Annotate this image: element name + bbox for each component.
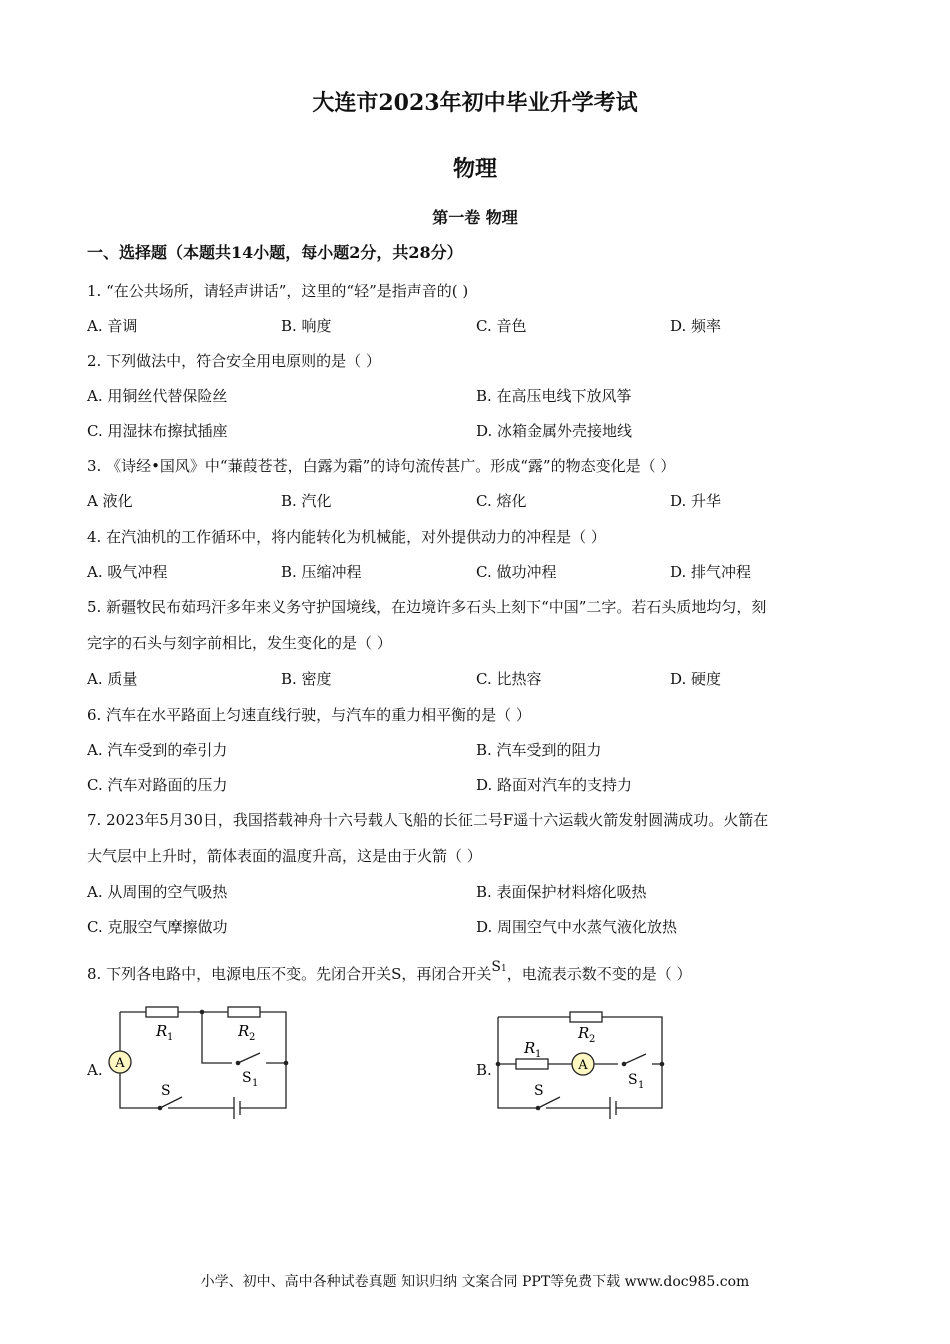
q5-option-b: B. 密度 [281, 670, 332, 688]
resistor-r2-b [570, 1012, 602, 1022]
s1-sub-b: 1 [638, 1080, 645, 1091]
r1-sub-b: 1 [535, 1049, 542, 1060]
question-4-stem: 4. 在汽油机的工作循环中，将内能转化为机械能，对外提供动力的冲程是（ ） [87, 528, 606, 546]
q2-option-a: A. 用铜丝代替保险丝 [87, 387, 228, 405]
q5-option-c: C. 比热容 [476, 670, 542, 688]
q2-option-c: C. 用湿抹布擦拭插座 [87, 422, 228, 440]
q7-option-d: D. 周围空气中水蒸气液化放热 [476, 918, 678, 936]
s1-label-a: S [242, 1070, 252, 1086]
q7-option-b: B. 表面保护材料熔化吸热 [476, 883, 647, 901]
q4-option-b: B. 压缩冲程 [281, 563, 362, 581]
q2-option-b: B. 在高压电线下放风筝 [476, 387, 632, 405]
q3-option-a: A 液化 [87, 492, 133, 510]
question-7-stem-cont: 大气层中上升时，箭体表面的温度升高，这是由于火箭（ ） [87, 847, 482, 865]
q6-option-d: D. 路面对汽车的支持力 [476, 776, 633, 794]
ammeter-b-label: A [578, 1058, 588, 1073]
q5-option-d: D. 硬度 [670, 670, 722, 688]
question-6-stem: 6. 汽车在水平路面上匀速直线行驶，与汽车的重力相平衡的是（ ） [87, 706, 531, 724]
s1-label-b: S [628, 1072, 638, 1088]
volume-heading: 第一卷 物理 [432, 208, 518, 227]
section-heading: 一、选择题（本题共14小题，每小题2分，共28分） [87, 243, 463, 262]
q1-option-d: D. 频率 [670, 317, 722, 335]
q8-option-a-label: A. [87, 1061, 103, 1079]
question-8-stem: 8. 下列各电路中，电源电压不变。先闭合开关S，再闭合开关S1，电流表示数不变的是（ ） [87, 959, 692, 983]
question-7-stem: 7. 2023年5月30日，我国搭载神舟十六号载人飞船的长征二号F遥十六运载火箭发射圆满成功。火箭在 [87, 811, 769, 829]
q7-option-a: A. 从周围的空气吸热 [87, 883, 228, 901]
q4-option-c: C. 做功冲程 [476, 563, 557, 581]
ammeter-a-label: A [115, 1056, 125, 1071]
r2-label-a: R [238, 1022, 250, 1040]
subject-title: 物理 [452, 156, 497, 182]
q6-option-a: A. 汽车受到的牵引力 [87, 741, 228, 759]
question-5-stem-cont: 完字的石头与刻字前相比，发生变化的是（ ） [87, 634, 392, 652]
q1-option-b: B. 响度 [281, 317, 332, 335]
circuit-diagram-a [100, 1000, 300, 1120]
question-3-stem: 3. 《诗经•国风》中“蒹葭苍苍，白露为霜”的诗句流传甚广。形成“露”的物态变化是（ ） [87, 457, 676, 475]
r2-label-b: R [578, 1024, 590, 1042]
switch-s1-label: S1 [491, 959, 507, 975]
q3-option-c: C. 熔化 [476, 492, 527, 510]
exam-title: 大连市2023年初中毕业升学考试 [312, 90, 638, 116]
q5-option-a: A. 质量 [87, 670, 138, 688]
s-label-a: S [161, 1083, 171, 1099]
footer-text: 小学、初中、高中各种试卷真题 知识归纳 文案合同 PPT等免费下载 www.doc985.com [200, 1274, 750, 1290]
q8-option-b-label: B. [476, 1061, 492, 1079]
r1-label-b: R [524, 1039, 536, 1057]
question-2-stem: 2. 下列做法中，符合安全用电原则的是（ ） [87, 352, 381, 370]
resistor-r2 [228, 1007, 260, 1017]
resistor-r1 [146, 1007, 178, 1017]
r1-label-a: R [156, 1022, 168, 1040]
r2-sub-b: 2 [589, 1034, 596, 1045]
q6-option-c: C. 汽车对路面的压力 [87, 776, 228, 794]
q3-option-b: B. 汽化 [281, 492, 332, 510]
q4-option-d: D. 排气冲程 [670, 563, 752, 581]
r2-sub-a: 2 [249, 1032, 256, 1043]
s1-sub-a: 1 [252, 1078, 259, 1089]
circuit-diagram-b [486, 1000, 676, 1120]
q1-option-a: A. 音调 [87, 317, 138, 335]
q7-option-c: C. 克服空气摩擦做功 [87, 918, 228, 936]
question-5-stem: 5. 新疆牧民布茹玛汗多年来义务守护国境线，在边境许多石头上刻下“中国”二字。若石头质地均匀，刻 [87, 598, 767, 616]
s-label-b: S [534, 1083, 544, 1099]
q1-option-c: C. 音色 [476, 317, 527, 335]
q4-option-a: A. 吸气冲程 [87, 563, 168, 581]
resistor-r1-b [516, 1059, 548, 1069]
question-1-stem: 1. “在公共场所，请轻声讲话”，这里的“轻”是指声音的( ) [87, 282, 469, 300]
q6-option-b: B. 汽车受到的阻力 [476, 741, 602, 759]
q2-option-d: D. 冰箱金属外壳接地线 [476, 422, 633, 440]
q3-option-d: D. 升华 [670, 492, 722, 510]
r1-sub-a: 1 [167, 1032, 174, 1043]
